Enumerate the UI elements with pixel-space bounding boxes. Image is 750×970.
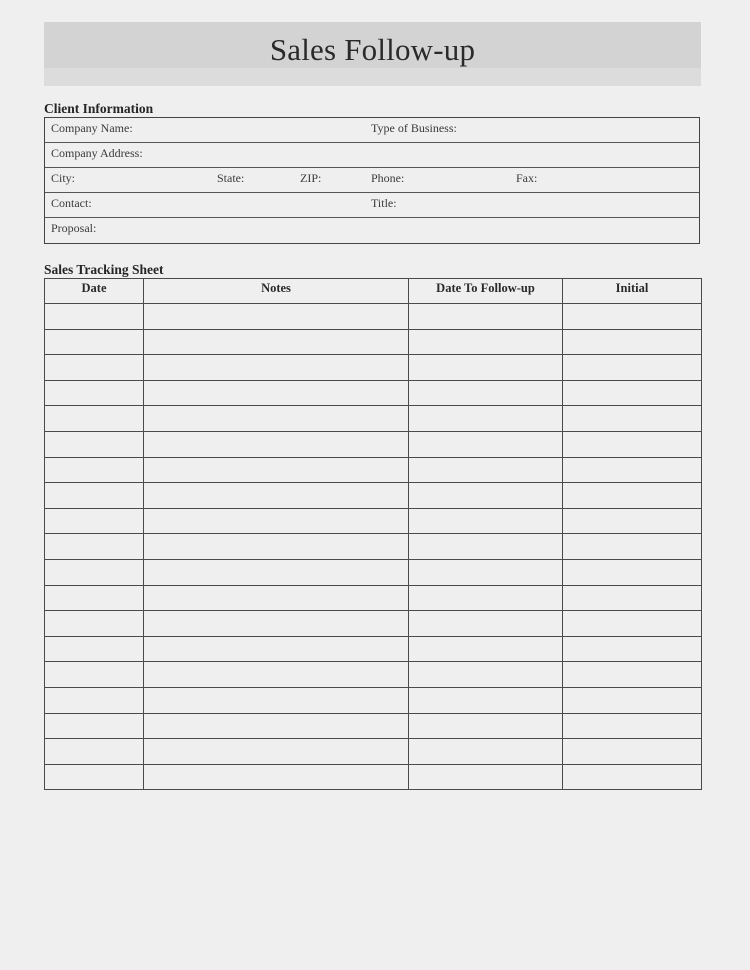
follow-up-date-cell[interactable] — [409, 713, 563, 739]
proposal-field[interactable]: Proposal: — [51, 221, 97, 235]
fax-field[interactable]: Fax: — [516, 171, 538, 185]
date-cell[interactable] — [45, 406, 144, 432]
table-row — [45, 611, 702, 637]
table-row — [45, 431, 702, 457]
date-cell[interactable] — [45, 636, 144, 662]
follow-up-date-cell[interactable] — [409, 329, 563, 355]
follow-up-date-cell[interactable] — [409, 431, 563, 457]
table-row — [45, 508, 702, 534]
date-cell[interactable] — [45, 764, 144, 790]
table-row — [45, 739, 702, 765]
initial-cell[interactable] — [563, 662, 702, 688]
client-information-box — [44, 117, 700, 244]
follow-up-date-cell[interactable] — [409, 611, 563, 637]
date-cell[interactable] — [45, 483, 144, 509]
follow-up-date-cell[interactable] — [409, 687, 563, 713]
notes-cell[interactable] — [144, 508, 409, 534]
notes-cell[interactable] — [144, 739, 409, 765]
table-row — [45, 662, 702, 688]
column-header-initial: Initial — [563, 279, 702, 304]
notes-cell[interactable] — [144, 713, 409, 739]
notes-cell[interactable] — [144, 457, 409, 483]
table-row — [45, 585, 702, 611]
date-cell[interactable] — [45, 329, 144, 355]
table-row — [45, 483, 702, 509]
follow-up-date-cell[interactable] — [409, 406, 563, 432]
follow-up-date-cell[interactable] — [409, 355, 563, 381]
notes-cell[interactable] — [144, 662, 409, 688]
table-row — [45, 559, 702, 585]
notes-cell[interactable] — [144, 611, 409, 637]
title-band — [44, 22, 701, 86]
client-row-location — [45, 168, 699, 193]
company-name-field[interactable]: Company Name: — [51, 121, 133, 135]
table-row — [45, 329, 702, 355]
date-cell[interactable] — [45, 739, 144, 765]
initial-cell[interactable] — [563, 585, 702, 611]
notes-cell[interactable] — [144, 355, 409, 381]
notes-cell[interactable] — [144, 431, 409, 457]
initial-cell[interactable] — [563, 534, 702, 560]
notes-cell[interactable] — [144, 764, 409, 790]
date-cell[interactable] — [45, 508, 144, 534]
initial-cell[interactable] — [563, 611, 702, 637]
initial-cell[interactable] — [563, 764, 702, 790]
zip-field[interactable]: ZIP: — [300, 171, 322, 185]
initial-cell[interactable] — [563, 380, 702, 406]
initial-cell[interactable] — [563, 739, 702, 765]
column-header-notes: Notes — [144, 279, 409, 304]
follow-up-date-cell[interactable] — [409, 483, 563, 509]
date-cell[interactable] — [45, 534, 144, 560]
contact-field[interactable]: Contact: — [51, 196, 92, 210]
notes-cell[interactable] — [144, 329, 409, 355]
date-cell[interactable] — [45, 662, 144, 688]
initial-cell[interactable] — [563, 636, 702, 662]
sales-tracking-table — [44, 278, 702, 790]
initial-cell[interactable] — [563, 687, 702, 713]
type-of-business-field[interactable]: Type of Business: — [371, 121, 457, 135]
notes-cell[interactable] — [144, 380, 409, 406]
table-row — [45, 380, 702, 406]
table-row — [45, 713, 702, 739]
initial-cell[interactable] — [563, 483, 702, 509]
column-header-date: Date — [45, 279, 144, 304]
client-row-address — [45, 143, 699, 168]
date-cell[interactable] — [45, 585, 144, 611]
table-row — [45, 687, 702, 713]
follow-up-date-cell[interactable] — [409, 559, 563, 585]
notes-cell[interactable] — [144, 636, 409, 662]
table-row — [45, 406, 702, 432]
date-cell[interactable] — [45, 355, 144, 381]
date-cell[interactable] — [45, 304, 144, 330]
page-title: Sales Follow-up — [269, 32, 476, 67]
follow-up-date-cell[interactable] — [409, 380, 563, 406]
column-header-date-to-follow-up: Date To Follow-up — [409, 279, 563, 304]
date-cell[interactable] — [45, 431, 144, 457]
sales-tracking-heading: Sales Tracking Sheet — [44, 262, 164, 277]
title-field[interactable]: Title: — [371, 196, 397, 210]
notes-cell[interactable] — [144, 559, 409, 585]
notes-cell[interactable] — [144, 304, 409, 330]
notes-cell[interactable] — [144, 534, 409, 560]
initial-cell[interactable] — [563, 329, 702, 355]
follow-up-date-cell[interactable] — [409, 304, 563, 330]
follow-up-date-cell[interactable] — [409, 534, 563, 560]
initial-cell[interactable] — [563, 559, 702, 585]
table-row — [45, 764, 702, 790]
follow-up-date-cell[interactable] — [409, 764, 563, 790]
client-information-heading: Client Information — [44, 101, 154, 116]
table-row — [45, 457, 702, 483]
client-row-contact — [45, 193, 699, 218]
client-row-company — [45, 118, 699, 143]
notes-cell[interactable] — [144, 406, 409, 432]
follow-up-date-cell[interactable] — [409, 508, 563, 534]
notes-cell[interactable] — [144, 687, 409, 713]
follow-up-date-cell[interactable] — [409, 739, 563, 765]
initial-cell[interactable] — [563, 304, 702, 330]
date-cell[interactable] — [45, 611, 144, 637]
follow-up-date-cell[interactable] — [409, 585, 563, 611]
date-cell[interactable] — [45, 559, 144, 585]
city-field[interactable]: City: — [51, 171, 76, 185]
initial-cell[interactable] — [563, 713, 702, 739]
state-field[interactable]: State: — [217, 171, 245, 185]
follow-up-date-cell[interactable] — [409, 662, 563, 688]
phone-field[interactable]: Phone: — [371, 171, 405, 185]
initial-cell[interactable] — [563, 406, 702, 432]
initial-cell[interactable] — [563, 457, 702, 483]
date-cell[interactable] — [45, 713, 144, 739]
company-address-field[interactable]: Company Address: — [51, 146, 143, 160]
title-band-lower-stripe — [44, 68, 701, 86]
table-header-row — [45, 279, 702, 304]
table-row — [45, 636, 702, 662]
date-cell[interactable] — [45, 457, 144, 483]
initial-cell[interactable] — [563, 431, 702, 457]
date-cell[interactable] — [45, 380, 144, 406]
date-cell[interactable] — [45, 687, 144, 713]
notes-cell[interactable] — [144, 585, 409, 611]
follow-up-date-cell[interactable] — [409, 636, 563, 662]
initial-cell[interactable] — [563, 508, 702, 534]
table-row — [45, 534, 702, 560]
notes-cell[interactable] — [144, 483, 409, 509]
table-row — [45, 304, 702, 330]
table-row — [45, 355, 702, 381]
table-body — [45, 304, 702, 790]
follow-up-date-cell[interactable] — [409, 457, 563, 483]
initial-cell[interactable] — [563, 355, 702, 381]
client-row-proposal — [45, 218, 699, 244]
